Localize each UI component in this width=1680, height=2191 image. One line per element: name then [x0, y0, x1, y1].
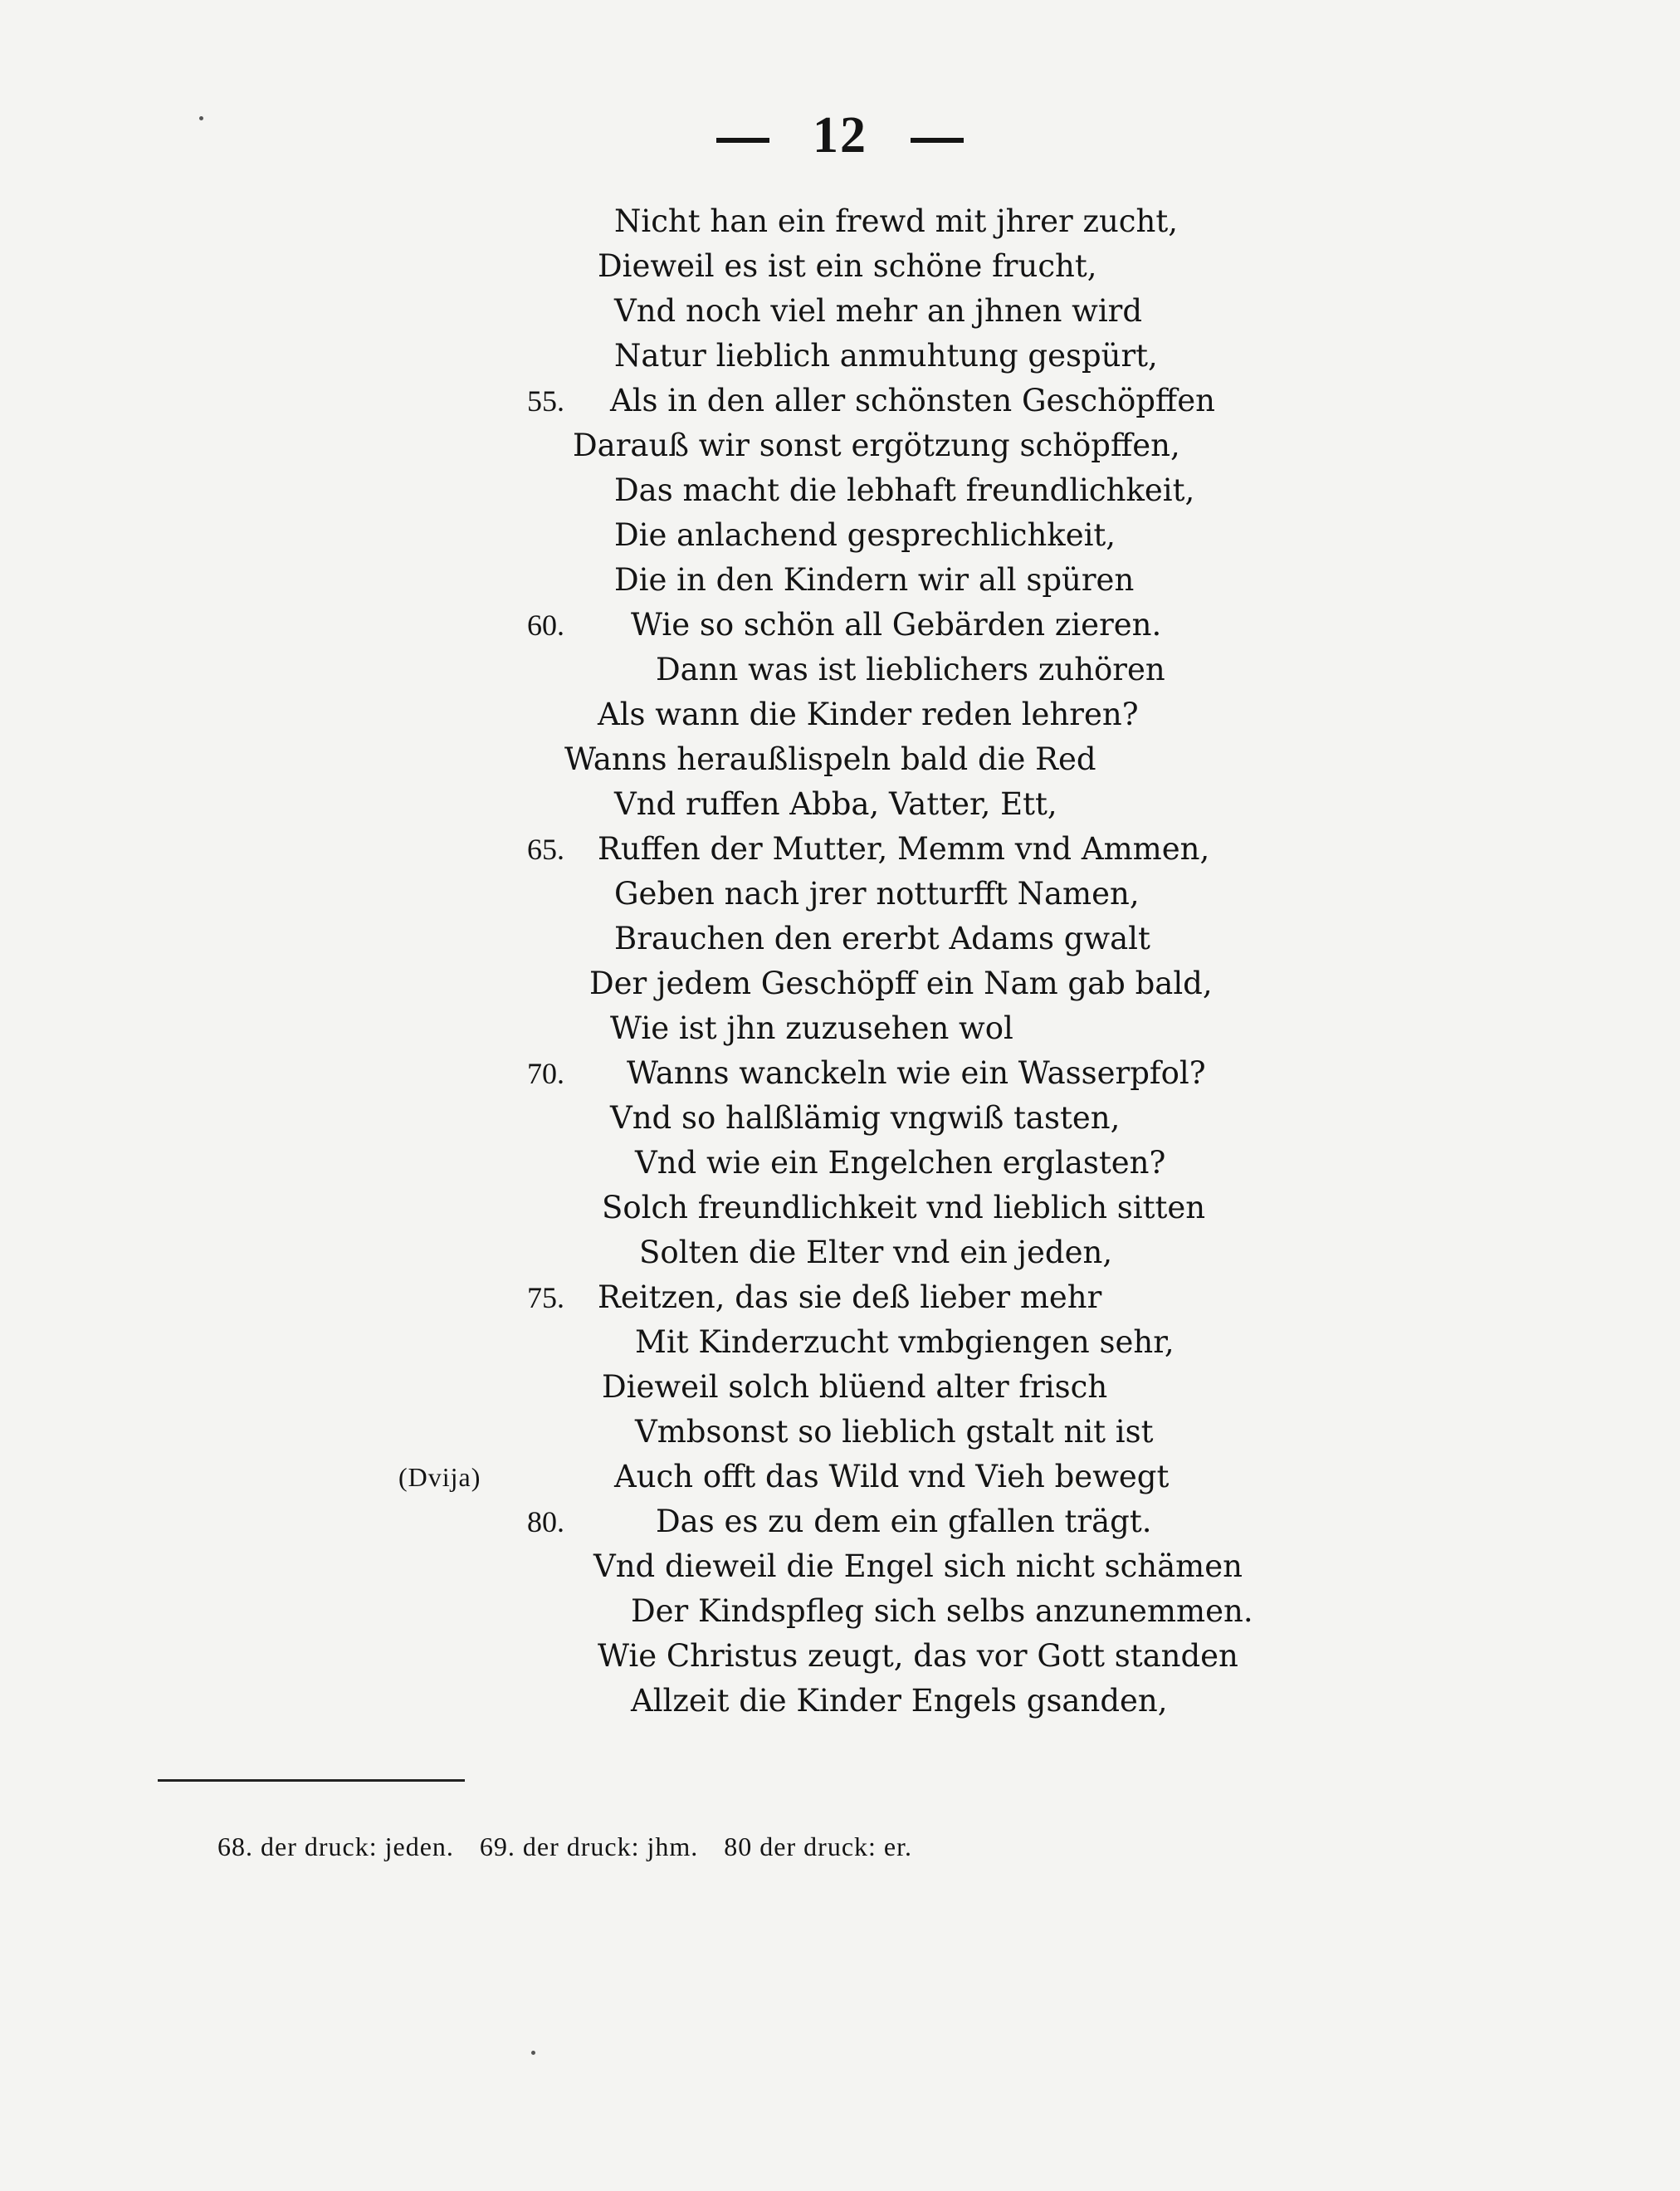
- poem-line-text: Solten die Elter vnd ein jeden,: [639, 1235, 1113, 1270]
- poem-line: [0, 513, 1680, 558]
- poem-line: [0, 289, 1680, 334]
- poem-line: [0, 1051, 1680, 1096]
- poem-line-text: Wanns heraußlispeln bald die Red: [564, 741, 1096, 777]
- page-number: 12: [813, 107, 867, 164]
- poem-line-text: Vnd noch viel mehr an jhnen wird: [614, 293, 1143, 329]
- poem-line-text: Ruffen der Mutter, Memm vnd Ammen,: [598, 831, 1210, 867]
- poem-line: [0, 1320, 1680, 1365]
- footnote-68: 68. der druck: jeden.: [217, 1832, 454, 1861]
- poem-line: [0, 1634, 1680, 1679]
- poem-line: [0, 558, 1680, 603]
- poem-line-text: Der Kindspfleg sich selbs anzunemmen.: [631, 1593, 1253, 1629]
- poem-line: [0, 872, 1680, 917]
- poem-line-text: Wanns wanckeln wie ein Wasserpfol?: [627, 1055, 1206, 1091]
- poem-line-text: Das es zu dem ein gfallen trägt.: [656, 1504, 1152, 1539]
- poem-line-text: Vmbsonst so lieblich gstalt nit ist: [635, 1414, 1154, 1450]
- poem-line: [0, 1455, 1680, 1499]
- line-number: 55.: [527, 384, 564, 418]
- poem-line: [0, 468, 1680, 513]
- poem-line-text: Vnd wie ein Engelchen erglasten?: [635, 1145, 1166, 1181]
- poem-line-text: Nicht han ein frewd mit jhrer zucht,: [614, 203, 1178, 239]
- footnote-rule: [158, 1779, 465, 1782]
- poem-line: [0, 423, 1680, 468]
- poem-line: [0, 961, 1680, 1006]
- poem-line: [0, 648, 1680, 692]
- poem-line-text: Als wann die Kinder reden lehren?: [598, 697, 1139, 732]
- page-header: [0, 106, 1680, 165]
- poem-line: [0, 737, 1680, 782]
- poem-line-text: Als in den aller schönsten Geschöpffen: [610, 383, 1215, 418]
- poem-line: [0, 1096, 1680, 1141]
- poem-line-text: Solch freundlichkeit vnd lieblich sitten: [602, 1190, 1206, 1225]
- poem-line: [0, 692, 1680, 737]
- poem-line-text: Wie so schön all Gebärden zieren.: [631, 607, 1162, 643]
- header-dash-right: [911, 138, 964, 143]
- poem-line: [0, 1006, 1680, 1051]
- line-number: 80.: [527, 1505, 564, 1538]
- poem-line-text: Darauß wir sonst ergötzung schöpffen,: [573, 428, 1180, 463]
- poem-line: [0, 782, 1680, 827]
- poem-line: [0, 1410, 1680, 1455]
- header-dash-left: [716, 138, 769, 143]
- footnotes: [217, 1832, 930, 1862]
- poem-line: [0, 379, 1680, 423]
- poem-line: [0, 1275, 1680, 1320]
- poem-line-text: Wie ist jhn zuzusehen wol: [610, 1010, 1013, 1046]
- poem-line: [0, 334, 1680, 379]
- poem-line-text: Vnd so halßlämig vngwiß tasten,: [610, 1100, 1121, 1136]
- poem-line: [0, 1365, 1680, 1410]
- poem-body: [0, 199, 1680, 1752]
- poem-line-text: Vnd dieweil die Engel sich nicht schämen: [593, 1548, 1243, 1584]
- poem-line-text: Dieweil solch blüend alter frisch: [602, 1369, 1108, 1405]
- poem-line-text: Mit Kinderzucht vmbgiengen sehr,: [635, 1324, 1175, 1360]
- margin-signature: (Dvija): [398, 1462, 481, 1492]
- poem-line-text: Dann was ist lieblichers zuhören: [656, 652, 1165, 687]
- poem-line: [0, 1499, 1680, 1544]
- poem-line-text: Wie Christus zeugt, das vor Gott standen: [598, 1638, 1238, 1674]
- poem-line-text: Geben nach jrer notturfft Namen,: [614, 876, 1140, 912]
- poem-line-text: Natur lieblich anmuhtung gespürt,: [614, 338, 1158, 374]
- poem-line: [0, 917, 1680, 961]
- line-number: 60.: [527, 609, 564, 642]
- poem-line-text: Brauchen den ererbt Adams gwalt: [614, 921, 1150, 956]
- poem-line: [0, 827, 1680, 872]
- poem-line: [0, 1544, 1680, 1589]
- poem-line: [0, 1679, 1680, 1724]
- poem-line-text: Reitzen, das sie deß lieber mehr: [598, 1279, 1102, 1315]
- poem-line: [0, 1141, 1680, 1186]
- poem-line: [0, 603, 1680, 648]
- line-number: 75.: [527, 1281, 564, 1314]
- line-number: 70.: [527, 1057, 564, 1090]
- poem-line-text: Die anlachend gesprechlichkeit,: [614, 517, 1116, 553]
- line-number: 65.: [527, 833, 564, 866]
- poem-line: [0, 1186, 1680, 1230]
- poem-line-text: Dieweil es ist ein schöne frucht,: [598, 248, 1097, 284]
- footnote-80: 80 der druck: er.: [724, 1832, 912, 1861]
- paper-speck: [199, 116, 203, 120]
- paper-speck: [531, 2051, 535, 2055]
- poem-line-text: Die in den Kindern wir all spüren: [614, 562, 1135, 598]
- poem-line-text: Vnd ruffen Abba, Vatter, Ett,: [614, 786, 1057, 822]
- poem-line-text: Der jedem Geschöpff ein Nam gab bald,: [589, 966, 1213, 1001]
- footnote-69: 69. der druck: jhm.: [479, 1832, 699, 1861]
- poem-line: [0, 1230, 1680, 1275]
- poem-line-text: Das macht die lebhaft freundlichkeit,: [614, 472, 1195, 508]
- poem-line-text: Auch offt das Wild vnd Vieh bewegt: [614, 1459, 1170, 1494]
- poem-line: [0, 199, 1680, 244]
- poem-line: [0, 244, 1680, 289]
- poem-line: [0, 1589, 1680, 1634]
- poem-line-text: Allzeit die Kinder Engels gsanden,: [631, 1683, 1168, 1719]
